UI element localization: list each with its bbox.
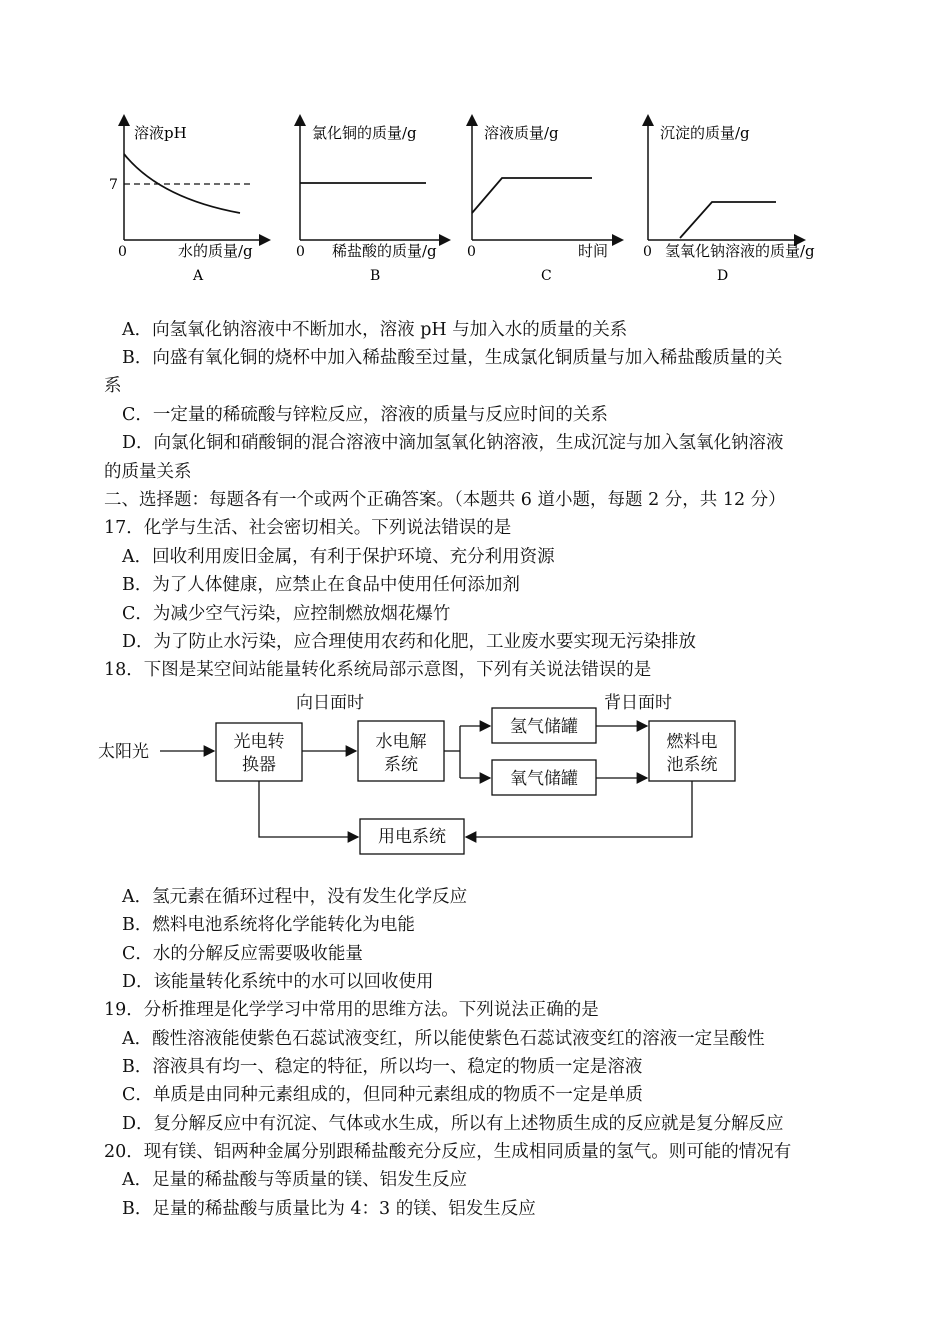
q19-option-b: B．溶液具有均一、稳定的特征，所以均一、稳定的物质一定是溶液 [122,1057,643,1077]
electrolysis-label-1: 水电解 [375,732,427,752]
graph-a-ytick: 7 [109,177,118,193]
q18-option-d: D．该能量转化系统中的水可以回收使用 [122,972,434,992]
graph-d-origin: 0 [643,244,652,260]
graph-d-caption: D [717,268,729,284]
graph-c-xlabel: 时间 [578,242,609,260]
label-sunlight: 太阳光 [98,742,149,762]
graph-b [296,120,445,284]
power-system-label: 用电系统 [378,827,446,847]
ph-curve [124,154,240,213]
graph-a-origin: 0 [118,244,127,260]
graph-b-ylabel: 氯化铜的质量/g [312,124,417,142]
graph-d [643,120,815,284]
q19-stem: 19．分析推理是化学学习中常用的思维方法。下列说法正确的是 [104,1000,599,1020]
graph-b-xlabel: 稀盐酸的质量/g [332,242,437,260]
q17-option-d: D．为了防止水污染，应合理使用农药和化肥，工业废水要实现无污染排放 [122,632,697,652]
solution-mass-line [472,178,592,213]
graph-c-caption: C [541,268,552,284]
q16-option-d-cont: 的质量关系 [104,462,192,482]
graph-d-xlabel: 氢氧化钠溶液的质量/g [665,242,815,260]
graph-c [467,120,618,284]
oxygen-tank-label: 氧气储罐 [510,769,578,789]
graph-a-caption: A [193,268,204,284]
fuel-cell-label-2: 池系统 [666,755,718,775]
graph-a-xlabel: 水的质量/g [178,242,253,260]
graph-a-ylabel: 溶液pH [134,124,187,142]
converter-label-2: 换器 [242,755,276,775]
q17-option-b: B．为了人体健康，应禁止在食品中使用任何添加剂 [122,575,520,595]
q18-option-c: C．水的分解反应需要吸收能量 [122,944,363,964]
label-day-side: 向日面时 [296,693,364,713]
electrolysis-label-2: 系统 [384,755,418,775]
graph-b-origin: 0 [296,244,305,260]
energy-system-diagram [90,688,770,858]
q16-option-a: A．向氢氧化钠溶液中不断加水，溶液 pH 与加入水的质量的关系 [122,320,628,340]
q16-option-d: D．向氯化铜和硝酸铜的混合溶液中滴加氢氧化钠溶液，生成沉淀与加入氢氧化钠溶液 [122,433,784,453]
graph-c-ylabel: 溶液质量/g [484,124,559,142]
q18-option-a: A．氢元素在循环过程中，没有发生化学反应 [122,887,468,907]
hydrogen-tank-label: 氢气储罐 [510,717,578,737]
q20-option-a: A．足量的稀盐酸与等质量的镁、铝发生反应 [122,1170,468,1190]
q18-stem: 18．下图是某空间站能量转化系统局部示意图，下列有关说法错误的是 [104,660,652,680]
converter-label-1: 光电转 [233,732,285,752]
q17-option-c: C．为减少空气污染，应控制燃放烟花爆竹 [122,604,451,624]
q16-option-c: C．一定量的稀硫酸与锌粒反应，溶液的质量与反应时间的关系 [122,405,608,425]
graph-c-origin: 0 [467,244,476,260]
graph-b-caption: B [370,268,381,284]
graph-a [109,120,265,284]
fuel-cell-label-1: 燃料电 [666,732,718,752]
label-night-side: 背日面时 [604,693,672,713]
q17-stem: 17．化学与生活、社会密切相关。下列说法错误的是 [104,518,512,538]
q20-stem: 20．现有镁、铝两种金属分别跟稀盐酸充分反应，生成相同质量的氢气。则可能的情况有 [104,1142,792,1162]
q16-option-b: B．向盛有氧化铜的烧杯中加入稀盐酸至过量，生成氯化铜质量与加入稀盐酸质量的关 [122,348,783,368]
q16-option-b-cont: 系 [104,376,122,396]
q19-option-c: C．单质是由同种元素组成的，但同种元素组成的物质不一定是单质 [122,1085,643,1105]
q19-option-a: A．酸性溶液能使紫色石蕊试液变红，所以能使紫色石蕊试液变红的溶液一定呈酸性 [122,1029,765,1049]
precipitate-line [680,202,776,238]
q20-option-b: B．足量的稀盐酸与质量比为 4：3 的镁、铝发生反应 [122,1199,536,1219]
q16-graphs [100,110,860,290]
q18-option-b: B．燃料电池系统将化学能转化为电能 [122,915,415,935]
section-heading: 二、选择题：每题各有一个或两个正确答案。（本题共 6 道小题，每题 2 分，共 12 分） [104,490,786,510]
q19-option-d: D．复分解反应中有沉淀、气体或水生成，所以有上述物质生成的反应就是复分解反应 [122,1114,784,1134]
q17-option-a: A．回收利用废旧金属，有利于保护环境、充分利用资源 [122,547,555,567]
graph-d-ylabel: 沉淀的质量/g [660,124,750,142]
